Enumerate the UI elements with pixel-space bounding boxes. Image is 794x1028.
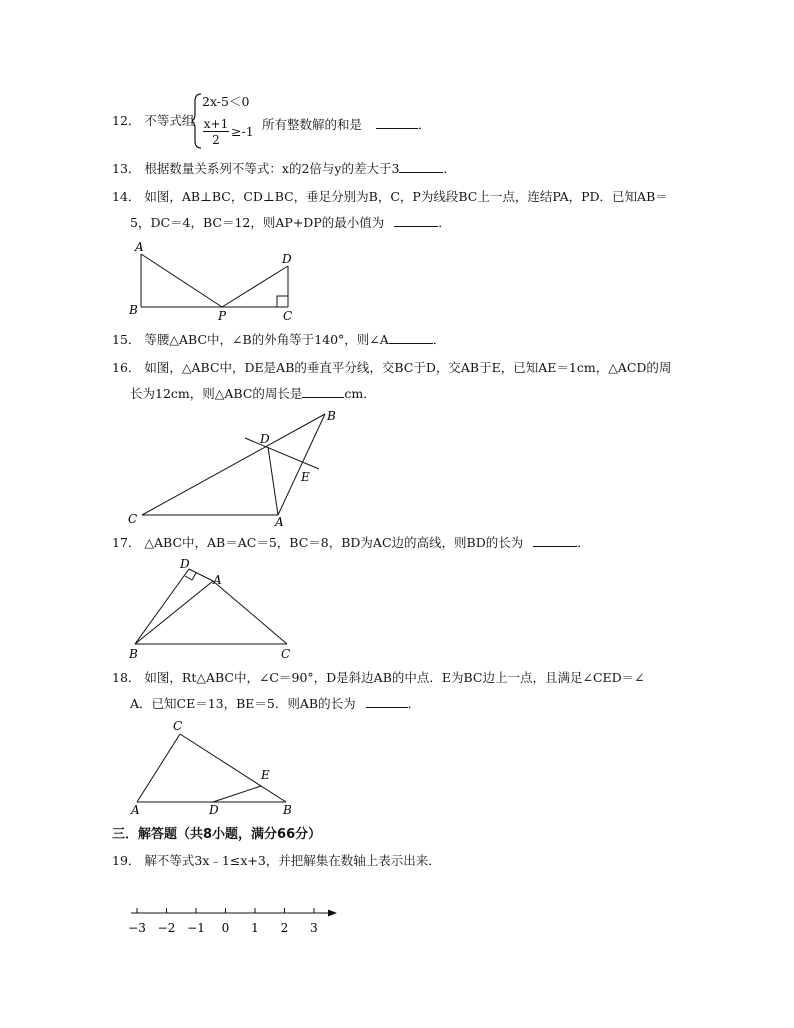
- label-e: E: [301, 470, 310, 484]
- question-text-line-1: 如图，△ABC中，DE是AB的垂直平分线，交BC于D，交AB于E，已知AE＝1cm，△ACD的周: [144, 360, 672, 375]
- tick-label: 3: [310, 921, 318, 935]
- figure-q18: [125, 717, 300, 819]
- label-d: D: [282, 252, 292, 266]
- question-12: [112, 108, 194, 134]
- answer-blank[interactable]: [533, 532, 577, 547]
- label-e: E: [261, 768, 270, 782]
- question-text: 等腰△ABC中，∠B的外角等于140°，则∠A: [144, 332, 389, 347]
- figure-q16: [125, 405, 345, 529]
- period: ．: [418, 117, 431, 132]
- question-14: [112, 184, 668, 210]
- tick-label: 0: [221, 921, 230, 935]
- number-line[interactable]: [125, 900, 345, 938]
- label-c: C: [281, 647, 291, 661]
- label-a: A: [275, 515, 284, 529]
- answer-blank[interactable]: [394, 212, 438, 227]
- period: ．: [407, 696, 421, 711]
- question-text: 根据数量关系列不等式：x的2倍与y的差大于3: [144, 161, 400, 176]
- question-13: [112, 156, 456, 182]
- question-text: 不等式组: [144, 113, 195, 128]
- fraction-numerator: x+1: [203, 117, 229, 131]
- perpendicular-bisector-de: [245, 438, 319, 469]
- unit: cm．: [344, 386, 376, 401]
- answer-blank[interactable]: [376, 114, 418, 129]
- question-19: [112, 848, 441, 874]
- fraction-denominator: 2: [212, 133, 220, 147]
- label-c: C: [173, 719, 183, 733]
- figure-q17: [125, 557, 300, 662]
- question-number: 14．: [112, 189, 141, 204]
- label-d: D: [180, 557, 190, 571]
- right-angle-mark: [185, 573, 196, 580]
- question-number: 16．: [112, 360, 141, 375]
- question-text-line-2: 5，DC＝4，BC＝12，则AP+DP的最小值为: [130, 215, 385, 230]
- tick-label: −3: [128, 921, 146, 935]
- tick-label: −2: [157, 921, 176, 935]
- question-16: [112, 355, 671, 381]
- label-a: A: [135, 240, 144, 254]
- label-c: C: [128, 512, 138, 526]
- question-text-line-2: 长为12cm，则△ABC的周长是: [130, 386, 303, 401]
- label-d: D: [260, 432, 270, 446]
- inequality-1: 2x-5＜0: [202, 94, 250, 109]
- segment-ac: [213, 581, 287, 644]
- tick-label: −1: [187, 921, 205, 935]
- answer-blank[interactable]: [399, 158, 443, 173]
- question-number: 12．: [112, 113, 141, 128]
- label-a: A: [213, 573, 222, 587]
- label-b: B: [327, 409, 336, 423]
- answer-blank[interactable]: [389, 329, 433, 344]
- segment-cb: [180, 734, 286, 802]
- segment-da: [268, 447, 278, 515]
- period: ．: [432, 332, 446, 347]
- period: ．: [443, 161, 456, 176]
- segment-pd: [222, 266, 288, 307]
- segment-ac: [137, 734, 180, 802]
- question-text: 所有整数解的和是: [262, 117, 363, 132]
- figure-q14: [125, 238, 305, 324]
- question-text-line-1: 如图，Rt△ABC中，∠C＝90°，D是斜边AB的中点．E为BC边上一点，且满足∠CED＝∠: [144, 670, 645, 685]
- period: ．: [577, 535, 590, 550]
- segment-cb: [142, 414, 325, 515]
- number-line-arrow: [328, 910, 337, 917]
- question-number: 15．: [112, 332, 141, 347]
- question-12-suffix: [262, 114, 431, 135]
- segment-de: [213, 786, 261, 802]
- question-number: 18．: [112, 670, 141, 685]
- question-14-line-2: [130, 210, 451, 236]
- tick-label: 1: [251, 921, 259, 935]
- segment-ap: [141, 254, 222, 307]
- label-p: P: [218, 309, 227, 323]
- inequality-2-rhs: [231, 124, 254, 139]
- question-15: [112, 327, 445, 353]
- tick-label: 2: [280, 921, 289, 935]
- section-title: 三．解答题（共8小题，满分66分）: [112, 827, 322, 842]
- question-number: 17．: [112, 535, 141, 550]
- period: ．: [438, 215, 451, 230]
- question-text: 解不等式3x﹣1≤x+3，并把解集在数轴上表示出来．: [144, 853, 441, 868]
- label-d: D: [209, 803, 219, 817]
- label-a: A: [131, 803, 140, 817]
- label-b: B: [283, 803, 292, 817]
- fraction: [203, 117, 229, 148]
- inequality-2-rhs-text: ≥-1: [231, 124, 254, 139]
- question-17: [112, 530, 590, 556]
- segment-ab: [278, 414, 325, 515]
- label-c: C: [283, 309, 293, 323]
- label-b: B: [129, 647, 138, 661]
- question-text-line-1: 如图，AB⊥BC，CD⊥BC，垂足分别为B，C，P为线段BC上一点，连结PA，PD．已知AB＝: [144, 189, 668, 204]
- question-number: 13．: [112, 161, 141, 176]
- answer-blank[interactable]: [302, 383, 344, 398]
- question-18-line-2: [130, 691, 420, 717]
- question-16-line-2: [130, 381, 376, 407]
- number-line-ticks: [128, 908, 318, 935]
- question-text: △ABC中，AB＝AC＝5，BC＝8，BD为AC边的高线，则BD的长为: [144, 535, 524, 550]
- label-b: B: [129, 303, 138, 317]
- question-18: [112, 665, 645, 691]
- question-text-line-2: A．已知CE＝13，BE＝5．则AB的长为: [130, 696, 356, 711]
- question-number: 19．: [112, 853, 141, 868]
- answer-blank[interactable]: [366, 693, 408, 708]
- right-angle-mark: [277, 296, 288, 307]
